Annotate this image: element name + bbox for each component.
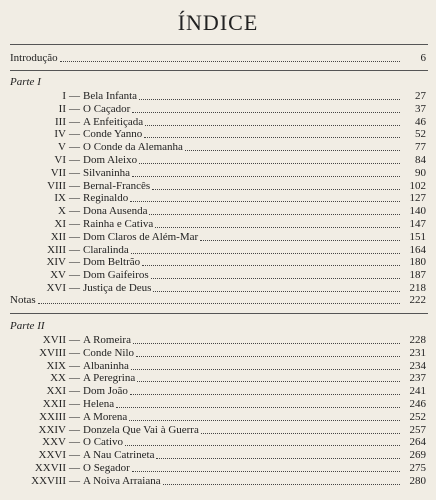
toc-entry-dash: — <box>69 398 80 410</box>
toc-entry-page: 241 <box>409 385 426 398</box>
toc-entry-page: 269 <box>409 449 426 462</box>
toc-entry-title: A Peregrina <box>83 372 136 385</box>
toc-entry[interactable] <box>10 269 426 281</box>
toc-entry-title: Rainha e Cativa <box>83 218 154 230</box>
dot-leader <box>185 142 400 151</box>
toc-entry-title: Silvaninha <box>83 166 131 179</box>
toc-entry[interactable] <box>10 256 426 268</box>
toc-entry-number: XXVII <box>34 462 66 474</box>
toc-entry[interactable] <box>10 475 426 487</box>
dot-leader <box>149 206 400 215</box>
toc-entry-number: XX <box>50 372 66 385</box>
toc-entry-page: 27 <box>415 90 426 102</box>
toc-entry-dash: — <box>69 141 80 154</box>
toc-entry-title: Dona Ausenda <box>83 205 148 218</box>
toc-entry[interactable] <box>10 411 426 423</box>
toc-entry-notes[interactable] <box>10 294 426 306</box>
dot-leader <box>130 386 400 395</box>
toc-entry-dash: — <box>69 449 80 462</box>
toc-entry[interactable] <box>10 449 426 461</box>
toc-entry-page: 52 <box>415 128 426 141</box>
toc-entry-title: Dom Beltrão <box>83 256 141 269</box>
toc-entry-dash: — <box>69 243 80 256</box>
toc-entry-page: 151 <box>409 230 426 243</box>
dot-leader <box>144 129 400 138</box>
toc-entry-title: Justiça de Deus <box>83 282 152 294</box>
toc-entry-page: 164 <box>409 243 426 256</box>
toc-entry-number: XXII <box>42 398 66 410</box>
dot-leader <box>131 361 400 370</box>
toc-entry-title: Conde Nilo <box>83 346 135 359</box>
toc-entry[interactable] <box>10 436 426 448</box>
dot-leader <box>132 168 400 177</box>
dot-leader <box>139 91 400 100</box>
toc-entry-dash: — <box>69 230 80 243</box>
dot-leader <box>156 450 400 459</box>
top-rule <box>10 44 428 45</box>
toc-entry-page: 6 <box>420 52 426 64</box>
toc-entry-title: Bernal-Francês <box>83 179 151 192</box>
toc-entry[interactable] <box>10 154 426 166</box>
toc-entry-page: 222 <box>409 294 426 306</box>
toc-entry-dash: — <box>69 359 80 372</box>
dot-leader <box>129 412 400 421</box>
toc-entry[interactable] <box>10 398 426 410</box>
toc-entry-page: 147 <box>409 218 426 230</box>
dot-leader <box>155 219 400 228</box>
toc-entry[interactable] <box>10 205 426 217</box>
dot-leader <box>153 283 400 292</box>
toc-entry-page: 77 <box>415 141 426 154</box>
toc-entry-page: 264 <box>409 436 426 449</box>
toc-entry[interactable] <box>10 282 426 294</box>
toc-entry-dash: — <box>69 269 80 282</box>
toc-entry-page: 140 <box>409 205 426 218</box>
dot-leader <box>132 463 400 472</box>
toc-entry[interactable] <box>10 347 426 359</box>
toc-entry-title: O Conde da Alemanha <box>83 141 183 154</box>
toc-entry-number: XIV <box>46 256 66 269</box>
toc-entry-title: Albaninha <box>83 359 129 372</box>
toc-entry[interactable] <box>10 103 426 115</box>
toc-entry-number: V <box>58 141 66 154</box>
toc-entry[interactable] <box>10 167 426 179</box>
toc-entry-title: A Enfeitiçada <box>83 115 144 128</box>
toc-entry-title: Introdução <box>10 52 58 64</box>
toc-entry-number: IX <box>54 192 66 205</box>
toc-entry-page: 127 <box>409 192 426 205</box>
toc-entry-number: VI <box>54 154 66 166</box>
toc-entry-page: 252 <box>409 410 426 423</box>
dot-leader <box>145 117 400 126</box>
toc-entry-number: XXI <box>46 385 66 398</box>
toc-entry-dash: — <box>69 90 80 102</box>
part-heading: Parte I <box>10 76 41 88</box>
toc-entry-dash: — <box>69 154 80 166</box>
toc-entry-page: 228 <box>409 334 426 346</box>
toc-entry[interactable] <box>10 141 426 153</box>
toc-entry-page: 246 <box>409 398 426 410</box>
toc-entry-page: 275 <box>409 462 426 474</box>
dot-leader <box>125 437 400 446</box>
toc-entry-dash: — <box>69 179 80 192</box>
toc-entry[interactable] <box>10 462 426 474</box>
dot-leader <box>200 232 400 241</box>
toc-entry-title: Notas <box>10 294 36 306</box>
toc-entry[interactable] <box>10 180 426 192</box>
toc-entry-dash: — <box>69 256 80 269</box>
toc-entry-page: 46 <box>415 115 426 128</box>
toc-entry-title: A Noiva Arraiana <box>83 474 161 487</box>
toc-entry-dash: — <box>69 102 80 115</box>
toc-entry[interactable] <box>10 116 426 128</box>
dot-leader <box>142 257 400 266</box>
toc-entry[interactable] <box>10 231 426 243</box>
toc-entry-dash: — <box>69 436 80 449</box>
dot-leader <box>130 193 400 202</box>
section-rule <box>10 70 428 71</box>
toc-entry-title: Donzela Que Vai à Guerra <box>83 423 199 436</box>
toc-entry-page: 180 <box>409 256 426 269</box>
toc-entry-title: Dom Gaifeiros <box>83 269 149 282</box>
toc-entry[interactable] <box>10 424 426 436</box>
toc-entry-page: 218 <box>409 282 426 294</box>
toc-entry-page: 102 <box>409 179 426 192</box>
toc-entry-title: Claralinda <box>83 243 129 256</box>
toc-entry[interactable] <box>10 218 426 230</box>
toc-entry-dash: — <box>69 462 80 474</box>
dot-leader <box>136 348 400 357</box>
dot-leader <box>163 476 400 485</box>
toc-entry-number: X <box>58 205 66 218</box>
toc-entry-dash: — <box>69 423 80 436</box>
toc-entry-number: XI <box>54 218 66 230</box>
toc-entry[interactable] <box>10 90 426 102</box>
toc-entry[interactable] <box>10 192 426 204</box>
toc-entry-dash: — <box>69 385 80 398</box>
toc-entry-number: II <box>58 102 66 115</box>
dot-leader <box>116 399 400 408</box>
toc-entry-title: Dom Claros de Além-Mar <box>83 230 199 243</box>
toc-entry-number: XXIII <box>39 410 66 423</box>
toc-entry-page: 280 <box>409 474 426 487</box>
toc-entry-number: XV <box>50 269 66 282</box>
toc-entry-title: Conde Yanno <box>83 128 143 141</box>
toc-entry-title: Helena <box>83 398 115 410</box>
toc-entry-title: O Cativo <box>83 436 124 449</box>
toc-entry-number: XIX <box>46 359 66 372</box>
toc-entry-dash: — <box>69 372 80 385</box>
dot-leader <box>139 155 400 164</box>
toc-entry-page: 237 <box>409 372 426 385</box>
toc-entry-number: III <box>55 115 66 128</box>
toc-entry-dash: — <box>69 205 80 218</box>
dot-leader <box>131 245 400 254</box>
toc-entry-page: 257 <box>409 423 426 436</box>
toc-entry-page: 234 <box>409 359 426 372</box>
dot-leader <box>133 335 400 344</box>
toc-entry-dash: — <box>69 166 80 179</box>
toc-entry-dash: — <box>69 128 80 141</box>
toc-entry[interactable] <box>10 372 426 384</box>
page-title: ÍNDICE <box>177 10 259 35</box>
toc-entry[interactable] <box>10 244 426 256</box>
toc-entry-number: XVII <box>42 334 66 346</box>
toc-entry-page: 187 <box>409 269 426 282</box>
toc-entry-title: A Nau Catrineta <box>83 449 155 462</box>
toc-entry-dash: — <box>69 115 80 128</box>
dot-leader <box>152 181 400 190</box>
toc-entry-number: XII <box>50 230 66 243</box>
toc-entry-number: VIII <box>47 179 66 192</box>
toc-entry-number: I <box>62 90 66 102</box>
toc-entry[interactable] <box>10 128 426 140</box>
toc-entry-title: A Morena <box>83 410 128 423</box>
dot-leader <box>60 53 400 62</box>
toc-entry-number: IV <box>54 128 66 141</box>
dot-leader <box>137 373 400 382</box>
toc-entry-dash: — <box>69 474 80 487</box>
section-rule <box>10 313 428 314</box>
toc-entry-number: XXIV <box>38 423 66 436</box>
toc-entry-title: A Romeira <box>83 334 131 346</box>
toc-entry-dash: — <box>69 192 80 205</box>
toc-entry[interactable] <box>10 360 426 372</box>
dot-leader <box>201 425 400 434</box>
dot-leader <box>132 104 400 113</box>
toc-entry-dash: — <box>69 334 80 346</box>
toc-entry-page: 90 <box>415 166 426 179</box>
toc-entry-title: Dom João <box>83 385 128 398</box>
toc-entry-number: XIII <box>47 243 66 256</box>
toc-entry-page: 37 <box>415 102 426 115</box>
toc-entry-number: VII <box>50 166 66 179</box>
toc-entry-page: 84 <box>415 154 426 166</box>
toc-entry-number: XXV <box>42 436 66 449</box>
toc-entry-title: Bela Infanta <box>83 90 138 102</box>
toc-entry-title: O Segador <box>83 462 130 474</box>
toc-entry-dash: — <box>69 410 80 423</box>
toc-entry-dash: — <box>69 282 80 294</box>
toc-entry-title: Reginaldo <box>83 192 129 205</box>
toc-entry-number: XVI <box>46 282 66 294</box>
toc-entry-dash: — <box>69 346 80 359</box>
toc-entry-number: XVIII <box>39 346 66 359</box>
toc-entry-title: O Caçador <box>83 102 131 115</box>
toc-entry-number: XXVIII <box>31 474 66 487</box>
dot-leader <box>38 295 400 304</box>
toc-entry-intro[interactable] <box>10 52 426 64</box>
toc-entry-title: Dom Aleixo <box>83 154 138 166</box>
toc-entry[interactable] <box>10 334 426 346</box>
toc-entry-dash: — <box>69 218 80 230</box>
toc-entry[interactable] <box>10 385 426 397</box>
toc-entry-page: 231 <box>409 346 426 359</box>
toc-entry-number: XXVI <box>38 449 66 462</box>
dot-leader <box>151 270 400 279</box>
part-heading: Parte II <box>10 320 45 332</box>
